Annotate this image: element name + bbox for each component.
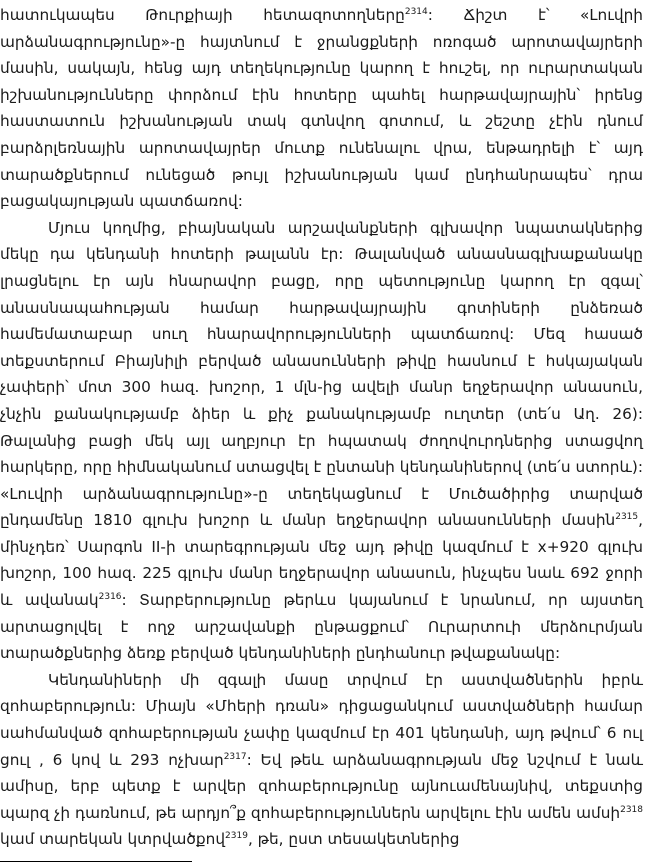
paragraph-3 <box>0 667 643 853</box>
footnote-marker: 2317 <box>223 751 247 762</box>
text-run: կամ տարեկան կտրվածքով <box>0 830 226 849</box>
text-run: : Եվ թեև արձանագրության մեջ նշվում է նաև ամիսը, երբ պետք է արվեր զոհաբերությունը այնուամենայնիվ, տեքստից պարզ չի դառնում, թե արդյո՞ք զոհաբերություններն արվելու էին ամեն ամսի <box>0 750 643 822</box>
footnote-separator <box>0 861 192 862</box>
text-run: , մինչդեռ՝ Սարգոն II-ի տարեգրության մեջ այդ թիվը կազմում է x+920 գլուխ խոշոր, 100 հազ. 225 գլուխ մանր եղջերավոր անասուն, ինչպես նաև 692 ջորի և ավանակ <box>0 511 643 610</box>
text-run: : Ճիշտ է՝ «Լուվրի արձանագրությունը»-ը հայտնում է ջրանցքների ոռոգած արոտավայրերի մասին, սակայն, հենց այդ տեղեկությունը կարող է հուշել, որ ուրարտական իշխանությունները փորձում էին հոտերը պահել հարթավայրային՝ իրենց հաստատուն իշխանության տակ գտնվող գոտում, և շեշտը չէին դնում բարձրլեռնային արոտավայրեր մուտք ունենալու վրա, ենթադրելի է՝ այդ տարածքներում ունեցած թույլ իշխանության կամ ընդհանրապես՝ դրա բացակայության պատճառով: <box>0 6 643 211</box>
text-run: : Տարբերությունը թերևս կայանում է նրանում, որ այստեղ արտացոլվել է ողջ արշավանքի ընթացքում՝ Ուրարտուի մերձուրմյան տարածքներից ձեռք բերված կենդանիների ընդհանուր թվաքանակը: <box>0 591 643 663</box>
paragraph-2 <box>0 215 643 667</box>
paragraph-1 <box>0 2 643 215</box>
text-run: Կենդանիների մի զգալի մասը տրվում էր աստվածներին իբրև զոհաբերություն: Միայն «Մհերի դռան» դիցացանկում աստվածների համար սահմանված զոհաբերության չափը կազմում էր 401 կենդանի, այդ թվում՝ 6 ուլ ցուլ , 6 կով և 293 ոչխար <box>0 670 643 769</box>
footnote-marker: 2319 <box>225 831 248 842</box>
footnote-marker: 2316 <box>98 592 122 603</box>
text-run: Մյուս կողմից, բիայնական արշավանքների գլխավոր նպատակներից մեկը դա կենդանի հոտերի թալանն էր: Թալանված անասնագլխաքանակը լրացնելու էր այն հնարավոր բացը, որը պետությունը կարող էր զգալ՝ անասնապահության համար հարթավայրային գոտիների ընձեռած համեմատաբար սուղ հնարավորությունների պատճառով: Մեզ հասած տեքստերում Բիայնիլի բերված անասունների թիվը հասնում է հսկայական չափերի՝ մոտ 300 հազ. խոշոր, 1 մլն-ից ավելի մանր եղջերավոր անասուն, չնչին քանակությամբ ձիեր և քիչ քանակությամբ ուղտեր (տե՛ս Աղ. 26): Թալանից բացի մեկ այլ աղբյուր էր հպատակ ժողովուրդներից ստացվող հարկերը, որը հիմնականում ստացվել է ընտանի կենդանիներով (տե՛ս ստորև): «Լուվրի արձանագրությունը»-ը տեղեկացնում է Մուծածիրից տարված ընդամենը 1810 գլուխ խոշոր և մանր եղջերավոր անասունների մասին <box>0 218 643 530</box>
footnote-marker: 2315 <box>615 512 639 523</box>
text-run: հատուկապես Թուրքիայի հետազոտողները <box>0 6 405 24</box>
footnote-marker: 2318 <box>620 804 643 815</box>
footnote-marker: 2314 <box>404 7 428 17</box>
text-run: , թե, ըստ տեսակետներից <box>247 830 460 849</box>
